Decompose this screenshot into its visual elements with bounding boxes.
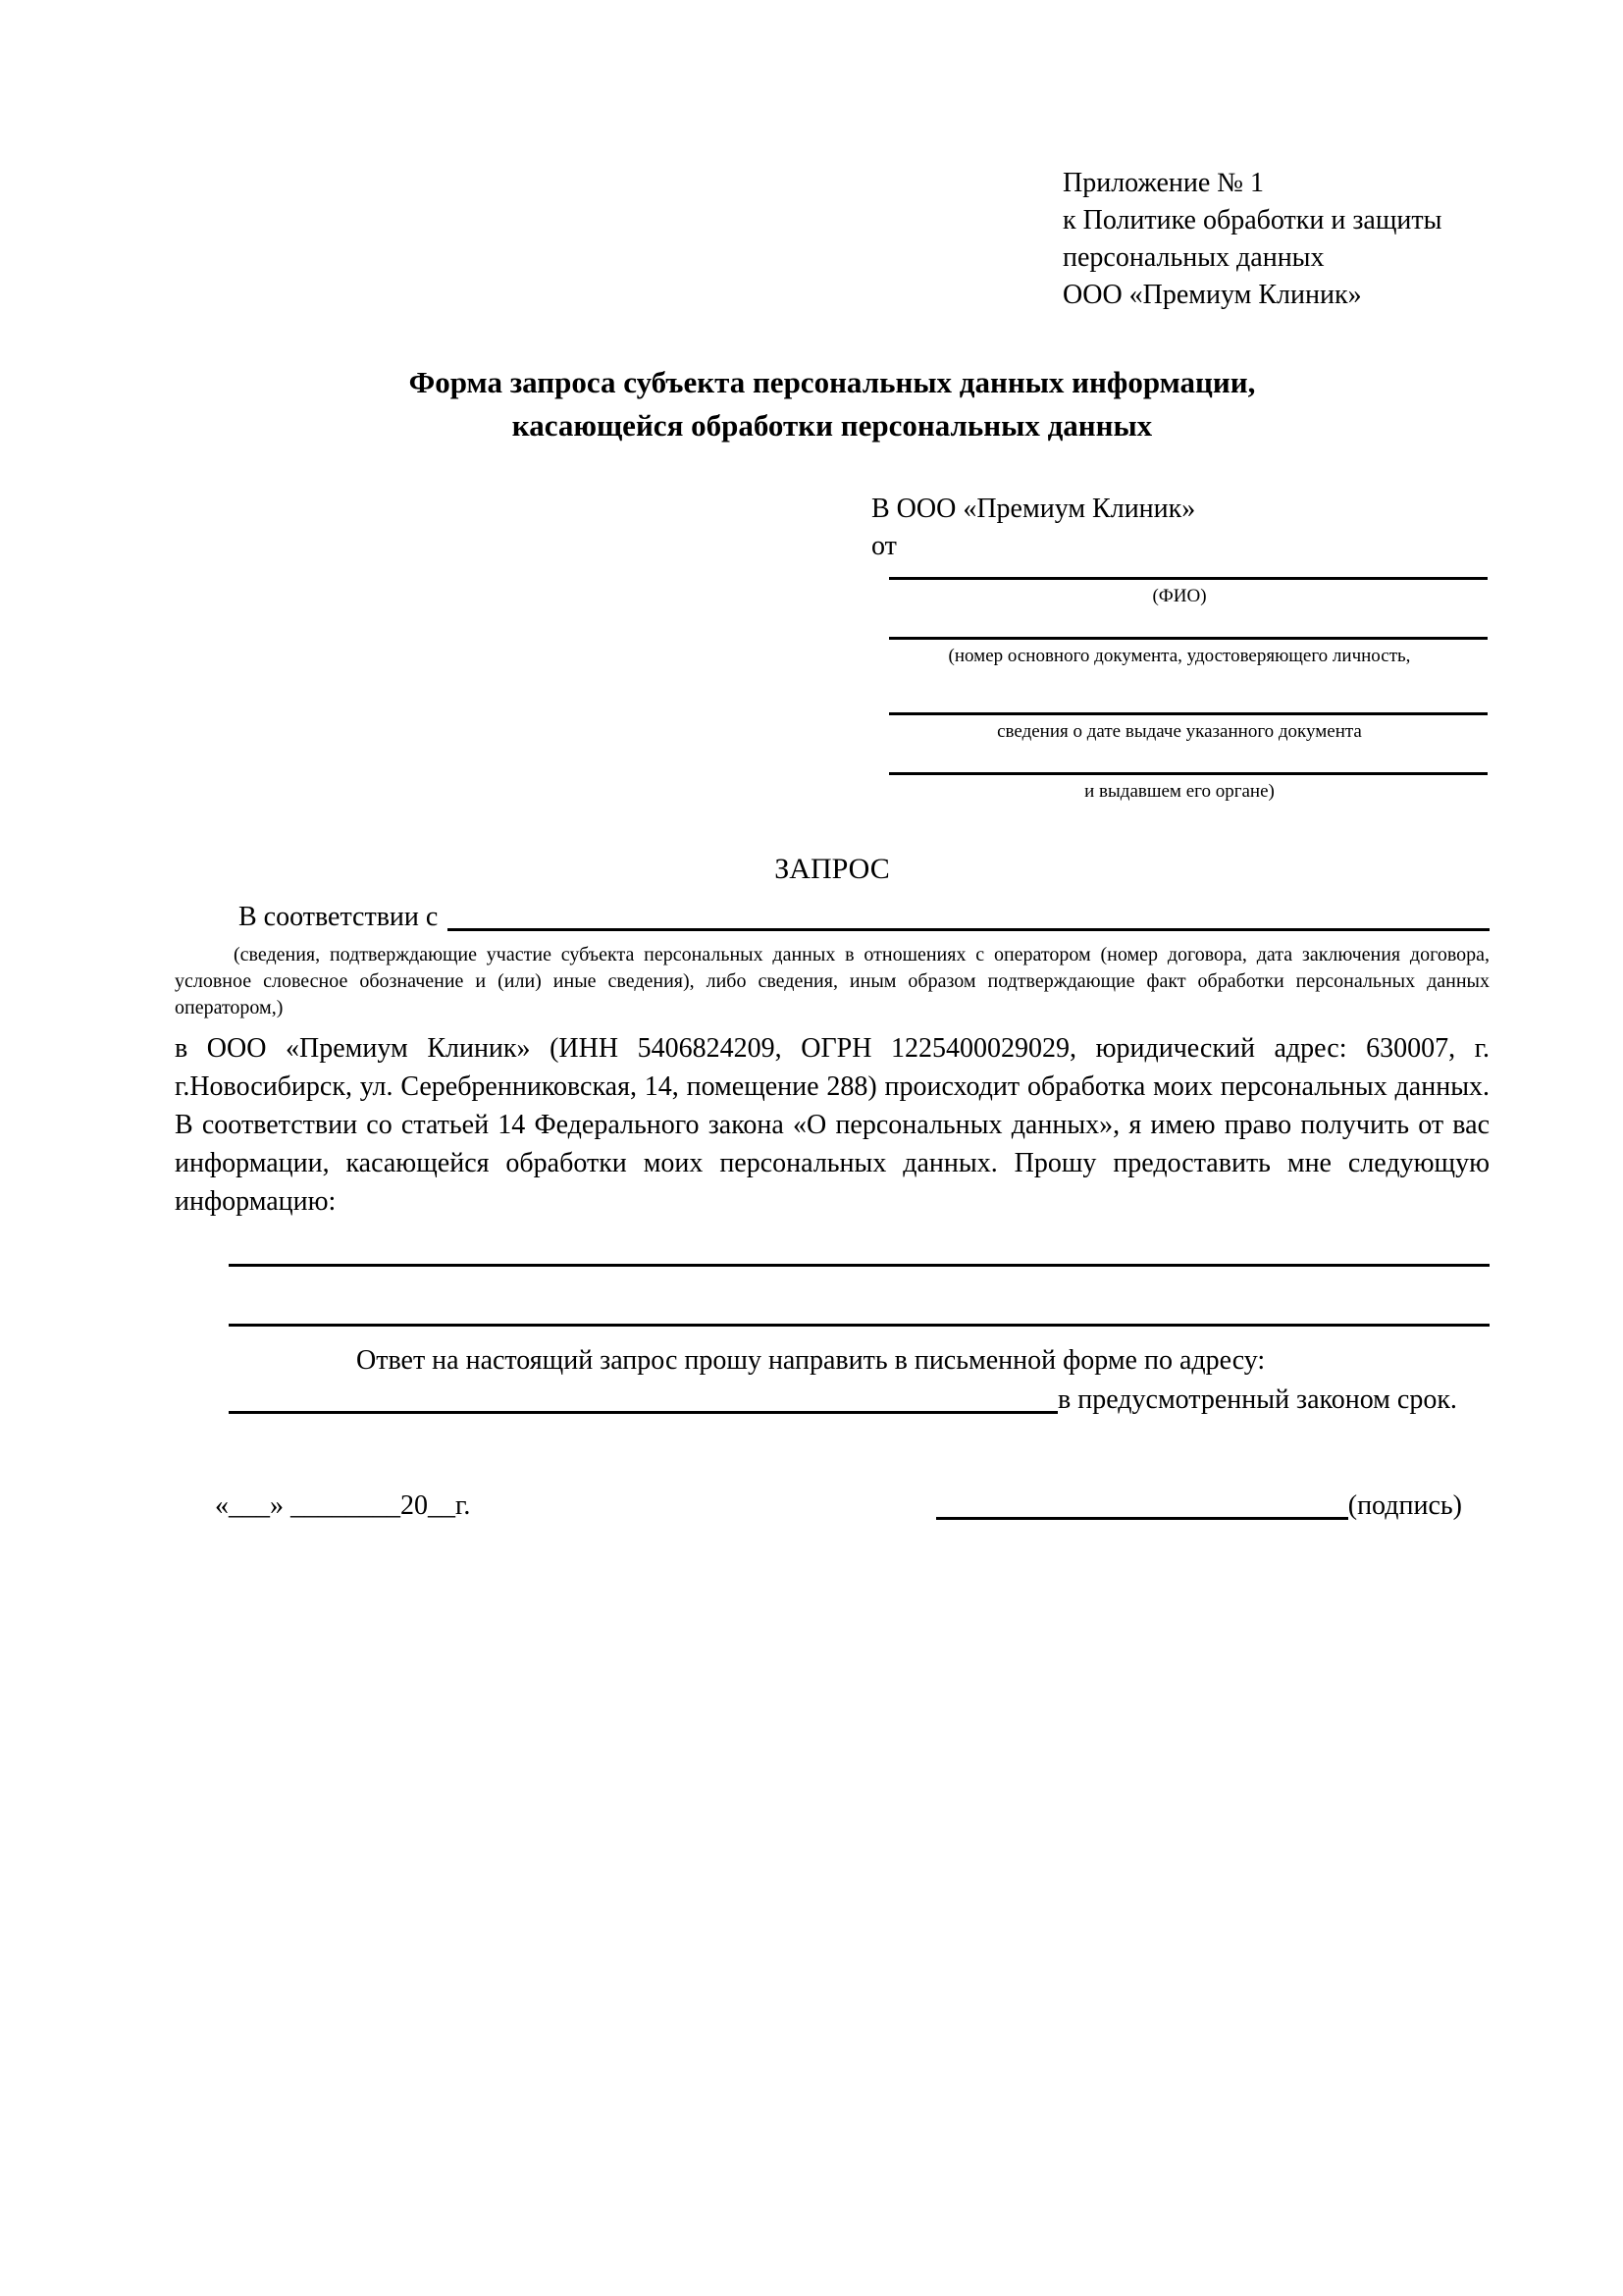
accordance-line (175, 899, 1490, 936)
appendix-line: персональных данных (1063, 242, 1325, 273)
accordance-prefix: В соответствии с (238, 902, 439, 932)
request-body-paragraph: в ООО «Премиум Клиник» (ИНН 5406824209, ОГРН 1225400029029, юридический адрес: 630007, г. г.Новосибирск, ул. Серебренниковская, 14, помещение 288) происходит обработка моих персональных данных. В соответствии со статьей 14 Федерального закона «О персональных данных», я имею право получить от вас информации, касающейся обработки моих персональных данных. Прошу предоставить мне следующую информацию: (175, 1033, 1490, 1217)
information-blank-line (229, 1264, 1490, 1267)
date-template: «___» ________20__г. (215, 1490, 471, 1521)
information-blank-line (229, 1324, 1490, 1327)
issuing-authority-field-line (889, 772, 1488, 775)
accordance-fill-line (447, 928, 1490, 931)
signature-blank-line (936, 1517, 1348, 1520)
explanatory-note: (сведения, подтверждающие участие субъекта персональных данных в отношениях с оператором (номер договора, дата заключения договора, условное словесное обозначение и (или) иные сведения), либо сведения, иным образом подтверждающие факт обработки персональных данных оператором,) (175, 944, 1490, 1018)
footer-row (175, 1487, 1490, 1525)
request-heading: ЗАПРОС (774, 853, 890, 885)
signature-block (936, 1487, 1462, 1525)
document-number-field-line (889, 637, 1488, 640)
fio-field-line (889, 577, 1488, 580)
appendix-header (1063, 165, 1490, 314)
addressee-from-label: от (871, 531, 897, 561)
issue-date-field-caption: сведения о дате выдаче указанного документа (997, 721, 1362, 742)
reply-sentence: Ответ на настоящий запрос прошу направить в письменной форме по адресу: (356, 1345, 1266, 1376)
appendix-line: к Политике обработки и защиты (1063, 205, 1442, 235)
addressee-to: В ООО «Премиум Клиник» (871, 494, 1196, 524)
reply-suffix: в предусмотренный законом срок. (1058, 1384, 1457, 1415)
page-title-line: касающейся обработки персональных данных (511, 408, 1153, 443)
appendix-line: Приложение № 1 (1063, 168, 1264, 198)
page-title-line: Форма запроса субъекта персональных данных информации, (408, 365, 1256, 399)
signature-caption: (подпись) (1347, 1490, 1462, 1521)
reply-address-line (175, 1382, 1490, 1419)
issue-date-field-line (889, 712, 1488, 715)
appendix-line: ООО «Премиум Клиник» (1063, 280, 1362, 310)
fio-field-caption: (ФИО) (1152, 586, 1207, 606)
issuing-authority-field-caption: и выдавшем его органе) (1084, 781, 1275, 802)
page-title (175, 361, 1490, 447)
document-number-field-caption: (номер основного документа, удостоверяющего личность, (948, 646, 1411, 666)
addressee-block (871, 491, 1488, 805)
address-blank-line (229, 1411, 1058, 1414)
